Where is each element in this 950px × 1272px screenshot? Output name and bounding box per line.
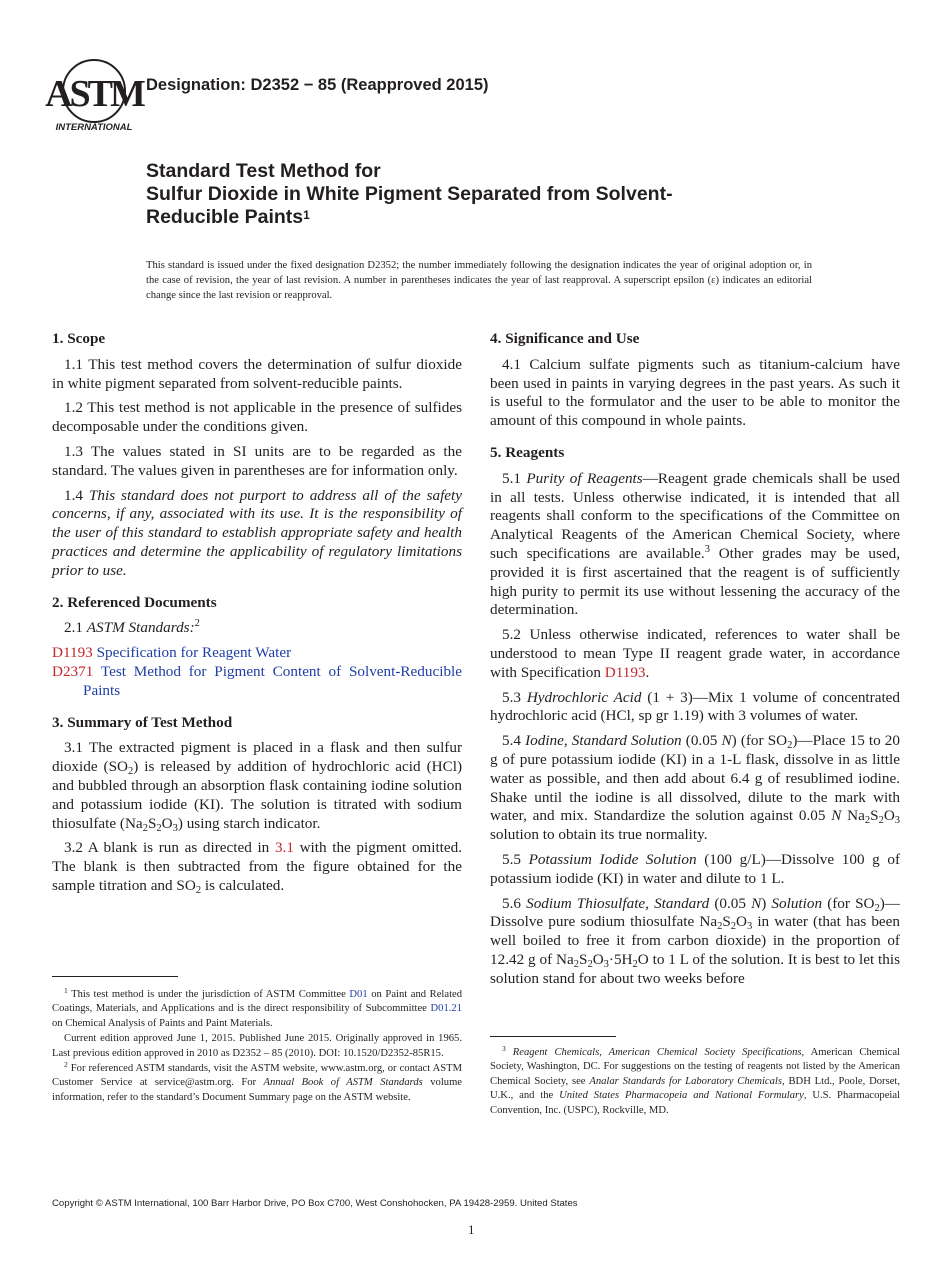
- section-heading: 3. Summary of Test Method: [52, 713, 233, 731]
- paragraph: 1.3 The values stated in SI units are to be regarded as the standard. The values given in parentheses are for information only.: [52, 442, 462, 479]
- paragraph: 1.2 This test method is not applicable in the presence of sulfides decomposable under the conditions given.: [52, 399, 462, 436]
- ref-code-link[interactable]: D2371: [52, 662, 94, 680]
- section-scope: [52, 330, 462, 581]
- issued-note: This standard is issued under the fixed designation D2352; the number immediately following the designation indicates the year of original adoption or, in the case of revision, the year of last revision. A number in parentheses indicates the year of last reapproval. A superscript epsilon (ε) indicates an editorial change since the last revision or reapproval.: [146, 260, 812, 302]
- footnote-divider: [490, 1036, 616, 1037]
- designation: Designation: D2352 − 85 (Reapproved 2015): [146, 76, 489, 94]
- section-heading: 4. Significance and Use: [490, 330, 640, 347]
- section-heading: 5. Reagents: [490, 443, 565, 461]
- paragraph: 5.6 Sodium Thiosulfate, Standard (0.05 N) Solution (for $SO_2)—Dissolve$ pure sodium thiosulfate $Na_2S_2O_3$ in water (that has been well boiled to free it from carbon dioxide) in the proportion of 12.42 g of $Na_2S_2O_3\cdot 5H_2O$ to 1 L of the solution. It is best to let this solution stand for about two weeks before: [490, 894, 900, 987]
- title-footnote-marker[interactable]: 1: [303, 208, 310, 222]
- right-column: [490, 330, 900, 1002]
- footnote: Current edition approved June 1, 2015. Published June 2015. Originally approved in 1965. Last previous edition approved in 2010 as D2352 – 85 (2010). DOI: 10.1520/D2352-85R15.: [52, 1033, 462, 1059]
- paragraph: 2.1 ASTM Standards:$^2$: [64, 618, 200, 637]
- section-heading: 1. Scope: [52, 330, 106, 347]
- title-line: Sulfur Dioxide in White Pigment Separated from Solvent-: [146, 183, 673, 205]
- paragraph: 1.1 This test method covers the determination of sulfur dioxide in white pigment separated from solvent-reducible paints.: [52, 355, 462, 392]
- ref-code-link[interactable]: D1193: [52, 644, 93, 662]
- paragraph: 5.3 Hydrochloric Acid (1 + 3)—Mix 1 volume of concentrated hydrochloric acid (HCl, sp gr 1.19) with 3 volumes of water.: [490, 688, 901, 725]
- paragraph: 5.1 Purity of Reagents—Reagent grade chemicals shall be used in all tests. Unless otherwise indicated, it is intended that all reagents shall conform to the specifications of the Committee on Analytical Reagents of the American Chemical Society, where such specifications are available.$^3$ Other grades may be used, provided it is first ascertained that the reagent is of sufficiently high purity to permit its use without lessening the accuracy of the determination.: [490, 469, 901, 619]
- committee-link[interactable]: D01: [349, 989, 368, 1000]
- section-heading: 2. Referenced Documents: [52, 593, 217, 611]
- paragraph: 5.2 Unless otherwise indicated, references to water shall be understood to mean Type II reagent grade water, in accordance with Specification D1193.: [490, 626, 900, 681]
- left-column: [52, 330, 462, 909]
- footnotes-left: [52, 988, 462, 1106]
- subcommittee-link[interactable]: D01.21: [430, 1003, 462, 1015]
- paragraph: 5.4 Iodine, Standard Solution (0.05 N) (for $SO_2)—Place$ 15 to 20 g of pure potassium iodide (KI) in a 1-L flask, dissolve in as little water as possible, and then add about 6.4 g of resublimed iodine. Shake until the iodine is all dissolved, dilute to the mark with water, and mix. Standardize the solution against 0.05 N $Na_2S_2O_3$ solution to obtain its true normality.: [490, 732, 901, 844]
- reference-item: [52, 644, 462, 663]
- paragraph: 4.1 Calcium sulfate pigments such as titanium-calcium have been used in paints in varying degrees in the past years. As such it is useful to the formulator and the user to be able to monitor the amount of this compound in whole paints.: [490, 355, 900, 430]
- footnotes-right: [490, 1046, 900, 1119]
- title-line: Reducible Paints$^1$: [146, 206, 310, 228]
- paragraph: 5.5 Potassium Iodide Solution (100 g/L)—Dissolve 100 g of potassium iodide (KI) in water and dilute to 1 L.: [490, 850, 901, 887]
- svg-text:ASTM: ASTM: [45, 73, 143, 115]
- section-summary: [52, 714, 462, 896]
- section-referenced-documents: [52, 594, 462, 701]
- footnote: $^2$ For referenced ASTM standards, visit the ASTM website, www.astm.org, or contact ASTM Customer Service at service@astm.org. For Annual Book of ASTM Standards volume information, refer to the standard’s Document Summary page on the ASTM website.: [52, 1060, 463, 1103]
- title-line: Standard Test Method for: [146, 160, 381, 182]
- paragraph: 1.4 This standard does not purport to address all of the safety concerns, if any, associated with its use. It is the responsibility of the user of this standard to establish appropriate safety and health practices and determine the applicability of regulatory limitations prior to use.: [52, 486, 463, 579]
- footnote: $^3$ Reagent Chemicals, American Chemical Society Specifications, American Chemical Society, Washington, DC. For suggestions on the testing of reagents not listed by the American Chemical Society, see Analar Standards for Laboratory Chemicals, BDH Ltd., Poole, Dorset, U.K., and the United States Pharmacopeia and National Formulary, U.S. Pharmacopeial Convention, Inc. (USPC), Rockville, MD.: [490, 1044, 900, 1116]
- ref-title-link[interactable]: Test Method for Pigment Content of Solvent-Reducible Paints: [83, 662, 462, 699]
- section-significance: [490, 330, 900, 431]
- astm-logo: [45, 58, 143, 134]
- spec-link[interactable]: D1193: [604, 663, 646, 681]
- footnote-divider: [52, 976, 178, 977]
- paragraph: 3.1 The extracted pigment is placed in a flask and then sulfur dioxide $(SO_2)$ is released by addition of hydrochloric acid (HCl) and bubbled through an absorption flask containing iodine solution and potassium iodide (KI). The solution is titrated with sodium thiosulfate $(Na_2S_2O_3)$ using starch indicator.: [52, 739, 462, 834]
- footnote: $^1$ This test method is under the jurisdiction of ASTM Committee D01 on Paint and Related Coatings, Materials, and Applications and is the direct responsibility of Subcommittee D01.21 on Chemical Analysis of Paints and Paint Materials.: [52, 986, 463, 1029]
- ref-title-link[interactable]: Specification for Reagent Water: [96, 644, 292, 662]
- logo-wordmark: INTERNATIONAL: [55, 122, 133, 133]
- section-link[interactable]: 3.1: [274, 839, 294, 857]
- paragraph: 3.2 A blank is run as directed in 3.1 with the pigment omitted. The blank is then subtracted from the figure obtained for the sample titration and $SO_2$ is calculated.: [52, 839, 463, 896]
- page-number: 1: [468, 1222, 475, 1237]
- reference-item: [52, 663, 462, 701]
- copyright-notice: Copyright © ASTM International, 100 Barr Harbor Drive, PO Box C700, West Conshohocken, PA 19428-2959. United States: [52, 1198, 578, 1209]
- document-title: [146, 160, 846, 229]
- section-reagents: [490, 444, 900, 989]
